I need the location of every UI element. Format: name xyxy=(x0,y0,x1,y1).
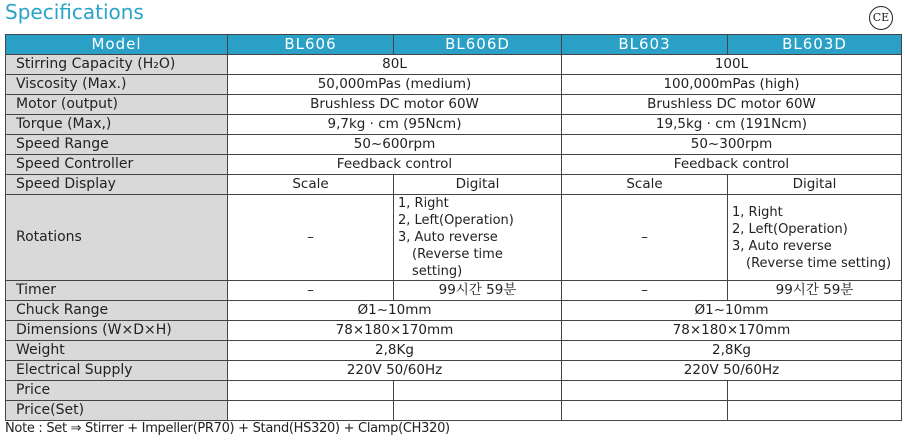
table-cell xyxy=(394,381,562,401)
table-cell: Ø1~10mm xyxy=(228,301,562,321)
table-cell: Brushless DC motor 60W xyxy=(562,95,902,115)
table-cell xyxy=(228,381,394,401)
list-item: (Reverse time setting) xyxy=(746,255,892,271)
row-label: Price xyxy=(6,381,228,401)
table-cell: 99시간 59분 xyxy=(394,281,562,301)
table-cell xyxy=(562,401,728,421)
list-item: 3, Auto reverse xyxy=(732,238,832,254)
table-row xyxy=(6,55,902,75)
table-cell: 80L xyxy=(228,55,562,75)
table-row xyxy=(6,115,902,135)
table-cell xyxy=(728,401,902,421)
table-cell: Feedback control xyxy=(228,155,562,175)
header-model: Model xyxy=(6,35,228,55)
row-label: Dimensions (W×D×H) xyxy=(6,321,228,341)
table-cell: – xyxy=(562,281,728,301)
table-cell: 19,5kg · cm (191Ncm) xyxy=(562,115,902,135)
page-title: Specifications xyxy=(5,0,144,24)
row-label: Electrical Supply xyxy=(6,361,228,381)
table-cell xyxy=(394,401,562,421)
row-label: Price(Set) xyxy=(6,401,228,421)
table-cell: Scale xyxy=(228,175,394,195)
table-cell: 220V 50/60Hz xyxy=(562,361,902,381)
header-bl606: BL606 xyxy=(228,35,394,55)
row-label: Timer xyxy=(6,281,228,301)
table-cell: 100L xyxy=(562,55,902,75)
table-row xyxy=(6,135,902,155)
ce-mark-icon: CE xyxy=(869,6,893,30)
table-cell: 78×180×170mm xyxy=(562,321,902,341)
row-label: Weight xyxy=(6,341,228,361)
row-label: Chuck Range xyxy=(6,301,228,321)
header-bl603: BL603 xyxy=(562,35,728,55)
table-cell: 220V 50/60Hz xyxy=(228,361,562,381)
table-row xyxy=(6,361,902,381)
row-label: Stirring Capacity (H₂O) xyxy=(6,55,228,75)
rotation-list xyxy=(394,195,562,281)
table-cell xyxy=(228,401,394,421)
table-row xyxy=(6,175,902,195)
row-label: Speed Display xyxy=(6,175,228,195)
table-cell: 50~300rpm xyxy=(562,135,902,155)
table-cell: – xyxy=(228,195,394,281)
table-cell: Feedback control xyxy=(562,155,902,175)
row-label: Motor (output) xyxy=(6,95,228,115)
table-row xyxy=(6,401,902,421)
table-row xyxy=(6,281,902,301)
header-bl606d: BL606D xyxy=(394,35,562,55)
specifications-table xyxy=(5,34,902,421)
table-row xyxy=(6,155,902,175)
table-cell xyxy=(562,381,728,401)
table-cell: 78×180×170mm xyxy=(228,321,562,341)
table-cell: – xyxy=(562,195,728,281)
table-cell: Digital xyxy=(394,175,562,195)
table-cell: 9,7kg · cm (95Ncm) xyxy=(228,115,562,135)
table-cell: 50~600rpm xyxy=(228,135,562,155)
table-cell: 2,8Kg xyxy=(562,341,902,361)
table-cell: 99시간 59분 xyxy=(728,281,902,301)
table-row xyxy=(6,301,902,321)
row-label: Torque (Max,) xyxy=(6,115,228,135)
rotation-list xyxy=(728,195,902,281)
table-cell: Ø1~10mm xyxy=(562,301,902,321)
row-label: Rotations xyxy=(6,195,228,281)
list-item: 3, Auto reverse xyxy=(398,230,498,245)
table-cell: 100,000mPas (high) xyxy=(562,75,902,95)
list-item: 2, Left(Operation) xyxy=(398,213,514,228)
header-bl603d: BL603D xyxy=(728,35,902,55)
footnote: Note : Set ⇒ Stirrer + Impeller(PR70) + Stand(HS320) + Clamp(CH320) xyxy=(5,421,450,436)
table-cell: Digital xyxy=(728,175,902,195)
table-row xyxy=(6,321,902,341)
table-row xyxy=(6,75,902,95)
table-row xyxy=(6,95,902,115)
list-item: 1, Right xyxy=(398,196,449,211)
row-label: Speed Range xyxy=(6,135,228,155)
table-row xyxy=(6,341,902,361)
list-item: (Reverse time setting) xyxy=(412,247,503,279)
table-cell: – xyxy=(228,281,394,301)
table-cell: 2,8Kg xyxy=(228,341,562,361)
list-item: 1, Right xyxy=(732,204,783,220)
table-cell: Brushless DC motor 60W xyxy=(228,95,562,115)
row-label: Viscosity (Max.) xyxy=(6,75,228,95)
row-label: Speed Controller xyxy=(6,155,228,175)
list-item: 2, Left(Operation) xyxy=(732,221,848,237)
table-cell: 50,000mPas (medium) xyxy=(228,75,562,95)
table-row xyxy=(6,195,902,281)
header-row xyxy=(6,35,902,55)
table-row xyxy=(6,381,902,401)
table-cell: Scale xyxy=(562,175,728,195)
table-cell xyxy=(728,381,902,401)
